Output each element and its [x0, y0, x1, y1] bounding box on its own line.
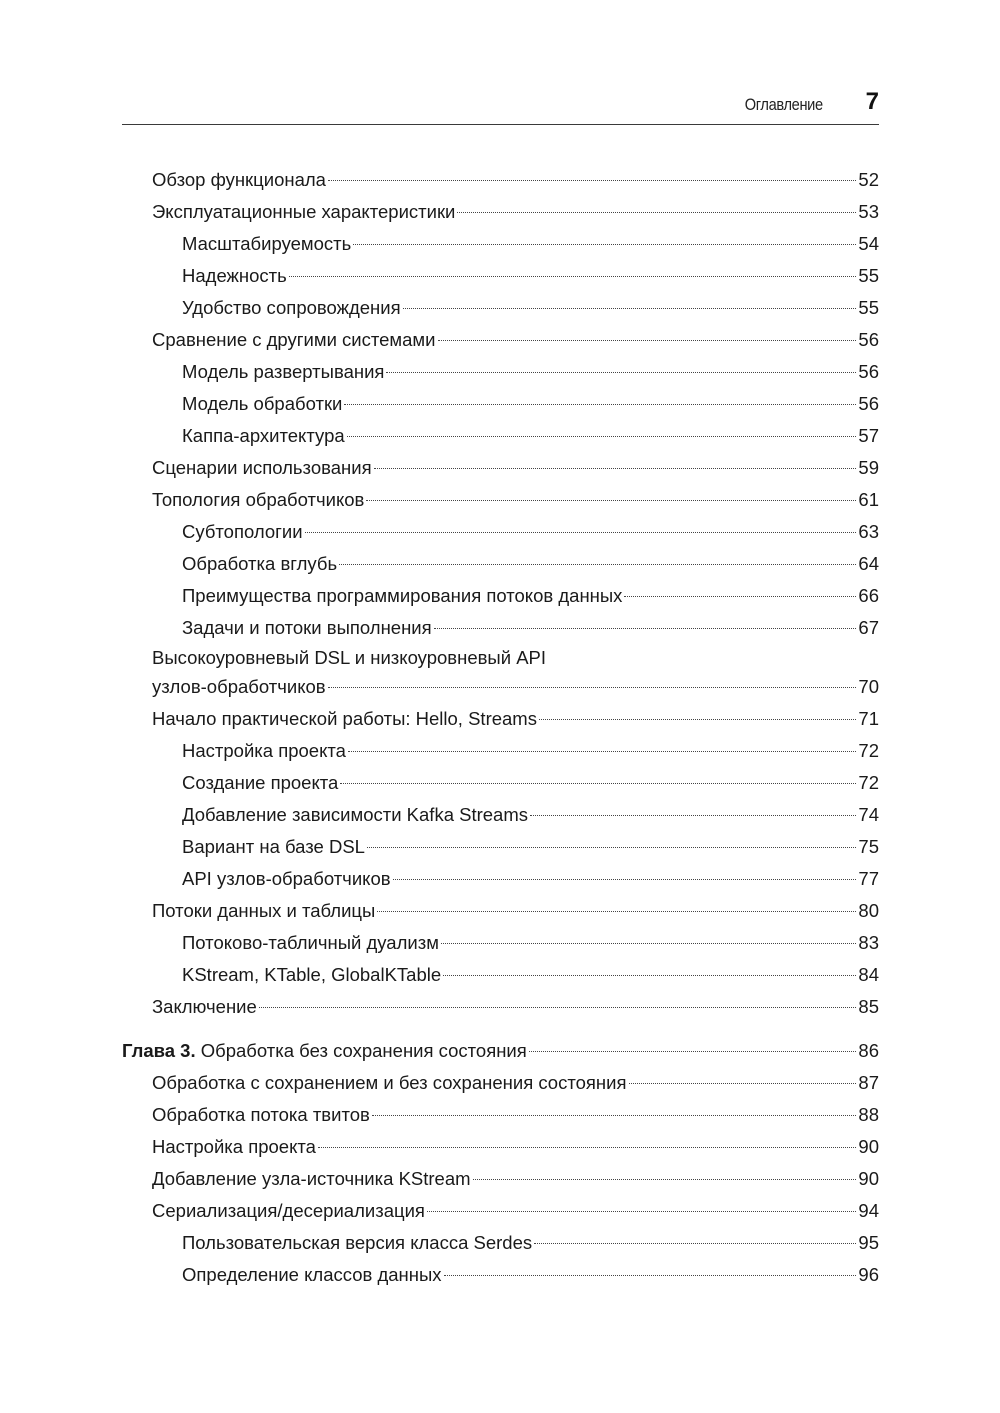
dot-leader	[438, 340, 857, 341]
toc-entry-title: Каппа-архитектура	[182, 425, 345, 446]
toc-entry-title: Настройка проекта	[182, 740, 346, 761]
toc-entry	[122, 644, 879, 703]
toc-page-number: 55	[858, 297, 879, 318]
dot-leader	[366, 500, 856, 501]
toc-entry	[122, 612, 879, 644]
toc-page-number: 70	[858, 676, 879, 697]
toc-entry	[122, 228, 879, 260]
toc-entry	[122, 1163, 879, 1195]
chapter-title: Обработка без сохранения состояния	[200, 1040, 527, 1061]
toc-page-number: 95	[858, 1232, 879, 1253]
toc-entry	[122, 1067, 879, 1099]
toc-entry-title: Настройка проекта	[152, 1136, 316, 1157]
toc-entry	[122, 1099, 879, 1131]
dot-leader	[444, 1275, 857, 1276]
toc-page-number: 55	[858, 265, 879, 286]
toc-entry	[122, 1195, 879, 1227]
dot-leader	[367, 847, 856, 848]
dot-leader	[305, 532, 857, 533]
toc-page-number: 83	[858, 932, 879, 953]
toc-page-number: 94	[858, 1200, 879, 1221]
toc-entry-title: Топология обработчиков	[152, 489, 365, 510]
dot-leader	[529, 1051, 857, 1052]
toc-entry-title: Сериализация/десериализация	[152, 1200, 425, 1221]
toc-page-number: 85	[858, 996, 879, 1017]
toc-entry-title: Вариант на базе DSL	[182, 836, 365, 857]
toc-entry-title: Добавление зависимости Kafka Streams	[182, 804, 528, 825]
toc-entry	[122, 767, 879, 799]
toc-entry-title: Потоки данных и таблицы	[152, 900, 376, 921]
section-title: Оглавление	[744, 95, 823, 114]
toc-page-number: 86	[858, 1040, 879, 1061]
toc-chapter-entry	[122, 1035, 879, 1067]
toc-entry	[122, 1227, 879, 1259]
toc-entry	[122, 484, 879, 516]
toc-entry	[122, 863, 879, 895]
dot-leader	[328, 687, 857, 688]
toc-page-number: 59	[858, 457, 879, 478]
toc-entry	[122, 895, 879, 927]
dot-leader	[473, 1179, 857, 1180]
toc-entry	[122, 196, 879, 228]
dot-leader	[629, 1083, 857, 1084]
toc-entry-title: Потоково-табличный дуализм	[182, 932, 439, 953]
page-number: 7	[865, 88, 879, 115]
toc-entry-title: Определение классов данных	[182, 1264, 442, 1285]
toc-entry-title: Обработка вглубь	[182, 553, 338, 574]
dot-leader	[443, 975, 856, 976]
toc-page-number: 52	[858, 169, 879, 190]
toc-page-number: 63	[858, 521, 879, 542]
dot-leader	[530, 815, 856, 816]
toc-page-number: 54	[858, 233, 879, 254]
toc-entry	[122, 388, 879, 420]
toc-page-number: 90	[858, 1136, 879, 1157]
toc-entry-title: Обработка с сохранением и без сохранения состояния	[152, 1072, 627, 1093]
toc-page-number: 53	[858, 201, 879, 222]
dot-leader	[289, 276, 857, 277]
dot-leader	[434, 628, 857, 629]
toc-page-number: 64	[858, 553, 879, 574]
toc-entry	[122, 1259, 879, 1291]
dot-leader	[347, 436, 857, 437]
toc-entry	[122, 164, 879, 196]
toc-entry-title: Задачи и потоки выполнения	[182, 617, 432, 638]
toc-entry	[122, 452, 879, 484]
toc-entry-title: Модель развертывания	[182, 361, 385, 382]
toc-page-number: 72	[858, 772, 879, 793]
toc-page-number: 77	[858, 868, 879, 889]
toc-entry	[122, 1131, 879, 1163]
toc-entry-title: Преимущества программирования потоков данных	[182, 585, 623, 606]
dot-leader	[372, 1115, 857, 1116]
dot-leader	[624, 596, 856, 597]
toc-page-number: 67	[858, 617, 879, 638]
toc-entry	[122, 735, 879, 767]
toc-page-number: 80	[858, 900, 879, 921]
toc-entry-title: Масштабируемость	[182, 233, 352, 254]
dot-leader	[457, 212, 856, 213]
toc-entry	[122, 991, 879, 1023]
dot-leader	[328, 180, 856, 181]
toc-entry	[122, 799, 879, 831]
toc-page-number: 87	[858, 1072, 879, 1093]
toc-entry-title: API узлов-обработчиков	[182, 868, 391, 889]
dot-leader	[353, 244, 856, 245]
dot-leader	[393, 879, 857, 880]
toc-entry-title: Удобство сопровождения	[182, 297, 401, 318]
dot-leader	[403, 308, 857, 309]
toc-entry	[122, 703, 879, 735]
running-header	[122, 86, 879, 125]
dot-leader	[340, 783, 856, 784]
toc-page-number: 90	[858, 1168, 879, 1189]
toc-entry-title: Заключение	[152, 996, 257, 1017]
toc-page-number: 71	[858, 708, 879, 729]
toc-entry-title: Обзор функционала	[152, 169, 326, 190]
toc-entry-line2	[152, 671, 879, 703]
dot-leader	[534, 1243, 856, 1244]
toc-entry-title: Эксплуатационные характеристики	[152, 201, 456, 222]
dot-leader	[539, 719, 856, 720]
toc-entry-title: Субтопологии	[182, 521, 303, 542]
toc-entry-title: Надежность	[182, 265, 287, 286]
toc-entry	[122, 420, 879, 452]
toc-entry	[122, 548, 879, 580]
toc-entry-title: Обработка потока твитов	[152, 1104, 370, 1125]
toc-entry-title: Добавление узла-источника KStream	[152, 1168, 471, 1189]
toc-entry-title: Создание проекта	[182, 772, 339, 793]
toc-entry	[122, 927, 879, 959]
dot-leader	[318, 1147, 856, 1148]
dot-leader	[427, 1211, 856, 1212]
toc-entry-title: KStream, KTable, GlobalKTable	[182, 964, 442, 985]
toc-entry	[122, 831, 879, 863]
dot-leader	[339, 564, 856, 565]
toc-page-number: 57	[858, 425, 879, 446]
dot-leader	[344, 404, 856, 405]
toc-entry	[122, 580, 879, 612]
toc-entry-title: узлов-обработчиков	[152, 676, 326, 697]
toc-page-number: 72	[858, 740, 879, 761]
toc-page-number: 66	[858, 585, 879, 606]
toc-page-number: 96	[858, 1264, 879, 1285]
toc-entry-title-line1: Высокоуровневый DSL и низкоуровневый API	[152, 647, 547, 668]
dot-leader	[374, 468, 857, 469]
toc-entry-title: Модель обработки	[182, 393, 343, 414]
toc-entry	[122, 356, 879, 388]
toc-entry	[122, 324, 879, 356]
dot-leader	[348, 751, 856, 752]
chapter-label: Глава 3.	[122, 1040, 196, 1061]
toc-page-number: 56	[858, 361, 879, 382]
toc-page-number: 56	[858, 393, 879, 414]
toc-entry	[122, 292, 879, 324]
dot-leader	[377, 911, 856, 912]
dot-leader	[259, 1007, 857, 1008]
dot-leader	[441, 943, 856, 944]
toc-page-number: 84	[858, 964, 879, 985]
dot-leader	[386, 372, 856, 373]
toc-page-number: 61	[858, 489, 879, 510]
toc-page-number: 88	[858, 1104, 879, 1125]
toc-entry-title: Начало практической работы: Hello, Streams	[152, 708, 537, 729]
table-of-contents	[122, 164, 879, 1291]
toc-entry	[122, 516, 879, 548]
toc-page-number: 74	[858, 804, 879, 825]
toc-entry-title: Пользовательская версия класса Serdes	[182, 1232, 533, 1253]
toc-entry-title: Сравнение с другими системами	[152, 329, 436, 350]
toc-entry-title: Сценарии использования	[152, 457, 372, 478]
toc-entry-title	[122, 1035, 527, 1067]
toc-page-number: 56	[858, 329, 879, 350]
toc-entry	[122, 260, 879, 292]
toc-entry	[122, 959, 879, 991]
toc-page-number: 75	[858, 836, 879, 857]
